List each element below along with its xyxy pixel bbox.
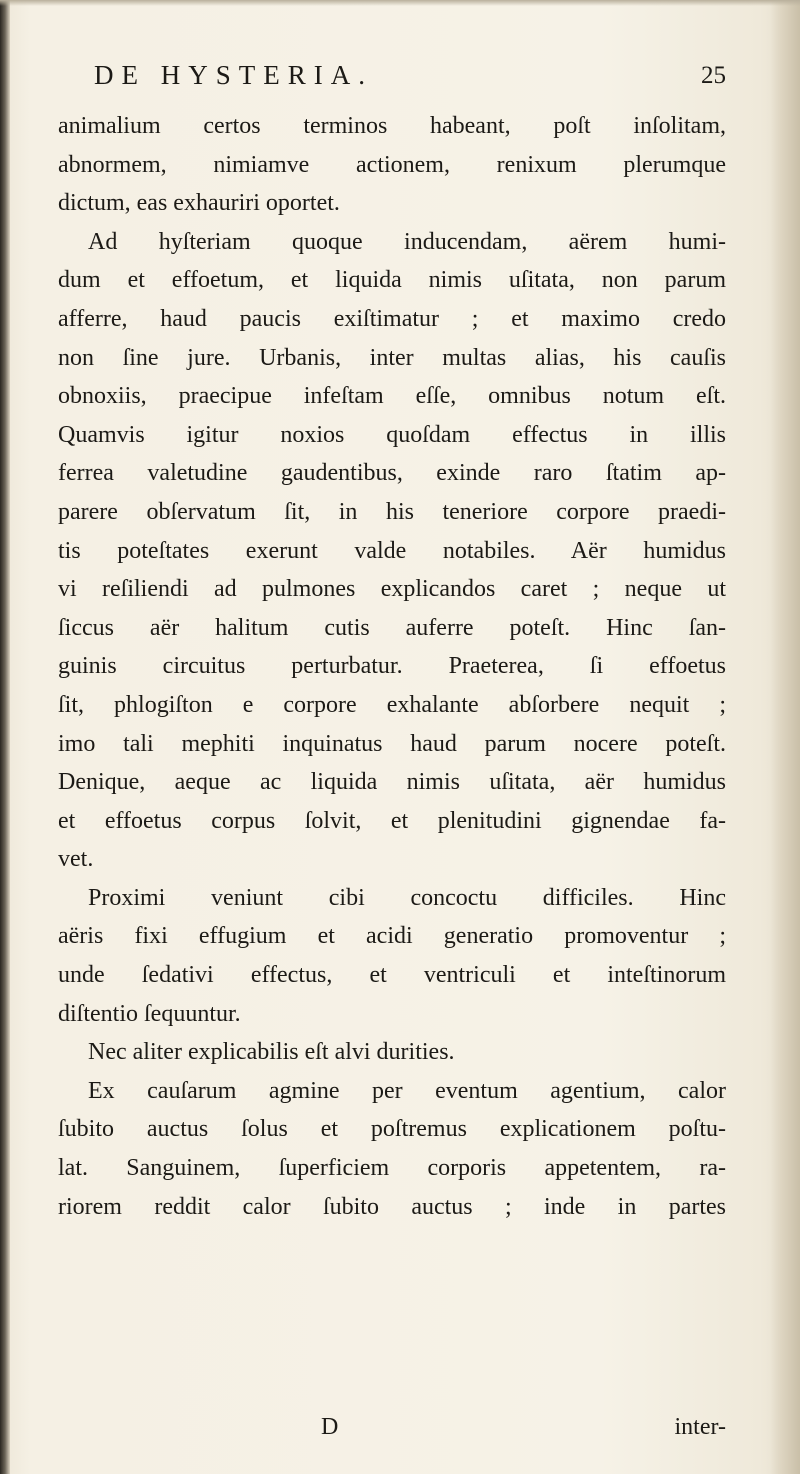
catchword: inter-: [674, 1414, 726, 1440]
text-line: guinis circuitus perturbatur. Praeterea, ſi effoetus: [58, 653, 726, 680]
page-binding-edge: [0, 0, 10, 1474]
text-line: ſubito auctus ſolus et poſtremus explicationem poſtu-: [58, 1116, 726, 1143]
text-line: Ex cauſarum agmine per eventum agentium, calor: [88, 1077, 726, 1104]
text-line: et effoetus corpus ſolvit, et plenitudini gignendae fa-: [58, 807, 726, 834]
text-line: afferre, haud paucis exiſtimatur ; et maximo credo: [58, 305, 726, 332]
text-line: vi reſiliendi ad pulmones explicandos caret ; neque ut: [58, 576, 726, 603]
text-line: imo tali mephiti inquinatus haud parum nocere poteſt.: [58, 730, 726, 757]
page-footer: [58, 1410, 726, 1450]
text-line: Quamvis igitur noxios quoſdam effectus in illis: [58, 421, 726, 448]
text-line: dum et effoetum, et liquida nimis uſitata, non parum: [58, 267, 726, 294]
page-number: 25: [701, 62, 726, 89]
text-line: vet.: [58, 846, 94, 873]
text-line: Proximi veniunt cibi concoctu difficiles. Hinc: [88, 884, 726, 911]
text-line: diſtentio ſequuntur.: [58, 1000, 241, 1027]
text-line: Nec aliter explicabilis eſt alvi durities.: [88, 1039, 455, 1066]
running-head: [58, 58, 726, 98]
running-title: DE HYSTERIA.: [94, 60, 373, 90]
text-line: animalium certos terminos habeant, poſt inſolitam,: [58, 113, 726, 139]
text-line: lat. Sanguinem, ſuperficiem corporis appetentem, ra-: [58, 1155, 726, 1182]
text-line: parere obſervatum ſit, in his teneriore corpore praedi-: [58, 498, 726, 525]
text-line: dictum, eas exhauriri oportet.: [58, 190, 340, 217]
text-line: Denique, aeque ac liquida nimis uſitata, aër humidus: [58, 769, 726, 796]
text-line: aëris fixi effugium et acidi generatio promoventur ;: [58, 923, 726, 950]
text-line: tis poteſtates exerunt valde notabiles. Aër humidus: [58, 537, 726, 564]
page-outer-edge: [770, 0, 800, 1474]
text-line: obnoxiis, praecipue infeſtam eſſe, omnibus notum eſt.: [58, 383, 726, 410]
page-top-edge: [0, 0, 800, 6]
text-line: ferrea valetudine gaudentibus, exinde raro ſtatim ap-: [58, 460, 726, 487]
body-text: [58, 107, 726, 1226]
text-line: riorem reddit calor ſubito auctus ; inde in partes: [58, 1193, 726, 1220]
text-line: abnormem, nimiamve actionem, renixum plerumque: [58, 151, 726, 178]
text-line: ſit, phlogiſton e corpore exhalante abſorbere nequit ;: [58, 691, 726, 718]
text-line: unde ſedativi effectus, et ventriculi et inteſtinorum: [58, 962, 726, 989]
text-line: non ſine jure. Urbanis, inter multas alias, his cauſis: [58, 344, 726, 371]
text-line: Ad hyſteriam quoque inducendam, aërem humi-: [88, 228, 726, 255]
text-line: ſiccus aër halitum cutis auferre poteſt. Hinc ſan-: [58, 614, 726, 641]
signature-mark: D: [321, 1414, 339, 1440]
